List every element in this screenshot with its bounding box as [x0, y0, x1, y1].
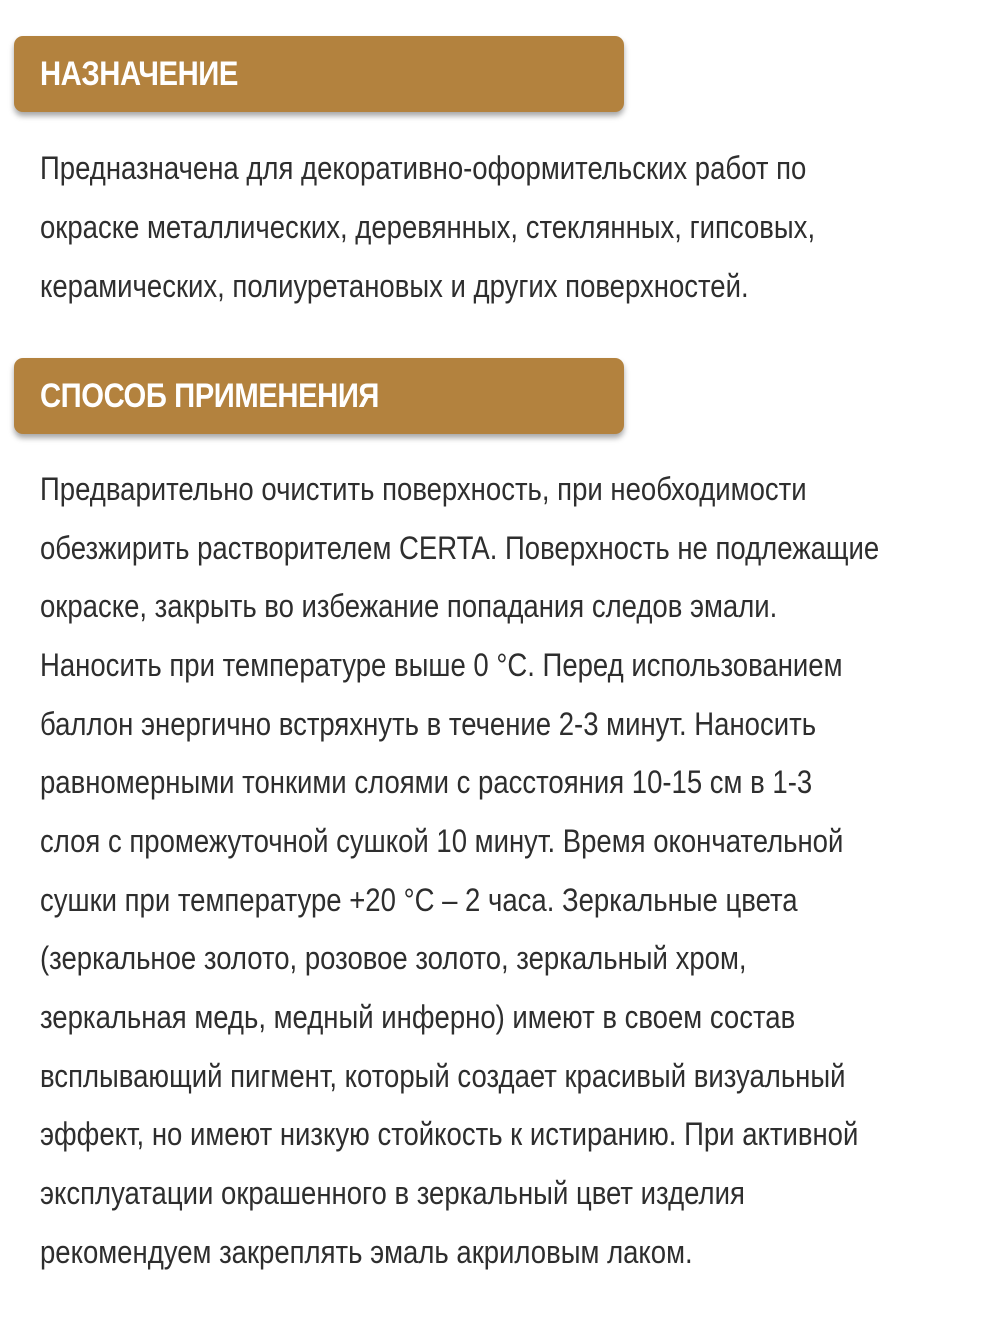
method-line: всплывающий пигмент, который создает красивый визуальный: [40, 1058, 846, 1094]
section-header-purpose: [14, 36, 624, 112]
method-line: слоя с промежуточной сушкой 10 минут. Время окончательной: [40, 823, 844, 859]
method-line: эксплуатации окрашенного в зеркальный цвет изделия: [40, 1175, 745, 1211]
method-line: окраске, закрыть во избежание попадания следов эмали.: [40, 588, 778, 624]
method-line: Наносить при температуре выше 0 °С. Перед использованием: [40, 647, 843, 683]
method-line: зеркальная медь, медный инферно) имеют в своем состав: [40, 999, 796, 1035]
method-line: обезжирить растворителем CERTA. Поверхность не подлежащие: [40, 530, 880, 566]
section-title-purpose: НАЗНАЧЕНИЕ: [40, 54, 238, 93]
method-line: равномерными тонкими слоями с расстояния 10-15 см в 1-3: [40, 764, 813, 800]
method-line: Предварительно очистить поверхность, при необходимости: [40, 471, 807, 507]
section-title-method: СПОСОБ ПРИМЕНЕНИЯ: [40, 376, 380, 415]
method-line: сушки при температуре +20 °С – 2 часа. Зеркальные цвета: [40, 882, 798, 918]
purpose-line: Предназначена для декоративно-оформительских работ по: [40, 150, 807, 186]
method-line: баллон энергично встряхнуть в течение 2-3 минут. Наносить: [40, 706, 817, 742]
method-line: эффект, но имеют низкую стойкость к истиранию. При активной: [40, 1116, 859, 1152]
method-line: рекомендуем закреплять эмаль акриловым лаком.: [40, 1234, 693, 1270]
method-line: (зеркальное золото, розовое золото, зеркальный хром,: [40, 940, 747, 976]
purpose-line: керамических, полиуретановых и других поверхностей.: [40, 268, 749, 304]
purpose-line: окраске металлических, деревянных, стеклянных, гипсовых,: [40, 209, 816, 245]
section-header-method: [14, 358, 624, 434]
